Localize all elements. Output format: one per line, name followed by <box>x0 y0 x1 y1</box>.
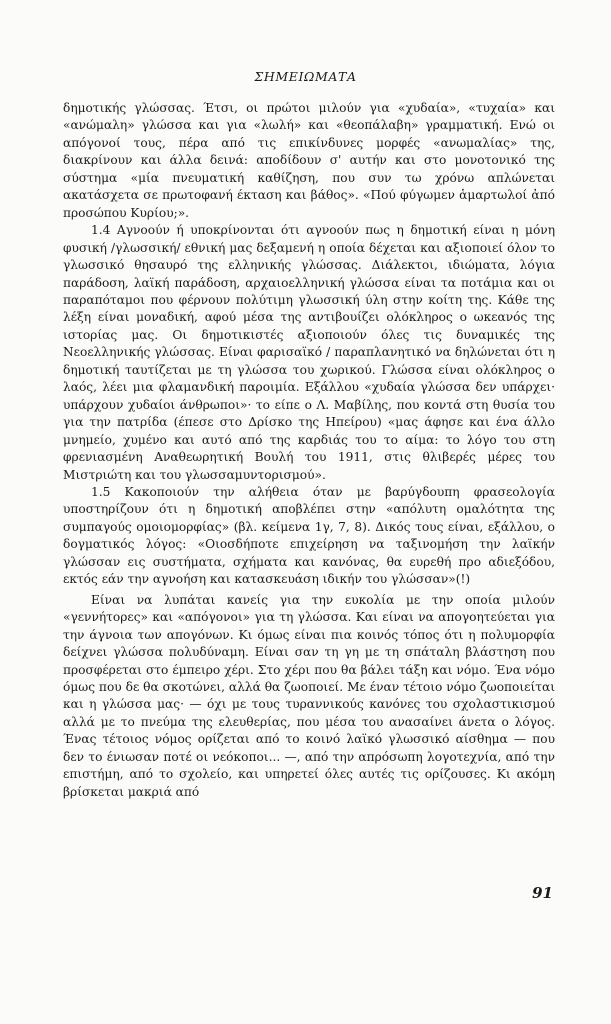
paragraph-continuation: δημοτικής γλώσσας. Έτσι, οι πρώτοι μιλούν για «χυδαία», «τυχαία» και «ανώμαλη» γλώσσα και για «λωλή» και «θεοπάλαβη» γραμματική. Ενώ οι απόγονοί τους, πέρα από τις επικίνδυνες μορφές «ανωμαλίας» της, διακρίνουν και άλλα δεινά: αποδίδουν σ' αυτήν και στο μονοτονικό της σύστημα «μία πνευματική καθίζηση, που συν τω χρόνω απλώνεται ακατάσχετα σε πρωτοφανή έκταση και βάθος». «Πού φύγωμεν ἁμαρτωλοί ἀπό προσώπου Κυρίου;». <box>63 101 555 220</box>
paragraph-closing: Είναι να λυπάται κανείς για την ευκολία με την οποία μιλούν «γεννήτορες» και «απόγονοι» για τη γλώσσα. Και είναι να απογοητεύεται για την άγνοια των απογόνων. Κι όμως είναι πια κοινός τόπος ότι η πολυμορφία δείχνει γλώσσα πολυδύναμη. Είναι σαν τη γη με τη σπάταλη βλάστηση που προσφέρεται στο έμπειρο χέρι. Στο χέρι που θα βάλει τάξη και νόμο. Ένα νόμο όμως που δε θα σκοτώνει, αλλά θα ζωοποιεί. Με έναν τέτοιο νόμο ζωοποιείται και η γλώσσα μας· — όχι με τους τυραννικούς κανόνες του σχολαστικισμού αλλά με το πνεύμα της ελευθερίας, που μέσα του ανασαίνει άνετα ο λόγος. Ένας τέτοιος νόμος ορίζεται από το κοινό λαϊκό γλωσσικό αίσθημα — που δεν το ένιωσαν ποτέ οι νεόκοποι... —, από την απρόσωπη λογοτεχνία, από την επιστήμη, από το σχολείο, και υπηρετεί όλες αυτές τις ορίζουσες. Κι ακόμη βρίσκεται μακριά από <box>63 592 555 799</box>
paragraph-1-4: 1.4 Αγνοούν ή υποκρίνονται ότι αγνοούν πως η δημοτική είναι η μόνη φυσική /γλωσσική/ εθνική μας δεξαμενή η οποία δέχεται και αξιοποιεί όλον το γλωσσικό θησαυρό της ελληνικής γλώσσας. Διάλεκτοι, ιδιώματα, λόγια παράδοση, λαϊκή παράδοση, αρχαιοελληνική γλώσσα είναι τα ποτάμια και οι παραπόταμοι που φέρνουν πολύτιμη γλωσσική ύλη στην κοίτη της. Κάθε της λέξη είναι μοναδική, αφού μέσα της αντιβουίζει ολόκληρος ο ωκεανός της ιστορίας μας. Οι δημοτικιστές αξιοποιούν όλες τις δυναμικές της Νεοελληνικής γλώσσας. Είναι φαρισαϊκό / παραπλανητικό να δηλώνεται ότι η δημοτική ταυτίζεται με τη γλώσσα του χωρικού. Γλώσσα είναι ολόκληρος ο λαός, λέει μια φλαμανδική παροιμία. Εξάλλου «χυδαία γλώσσα δεν υπάρχει· υπάρχουν χυδαίοι άνθρωποι»· το είπε ο Λ. Μαβίλης, που κοντά στη θυσία του για την πατρίδα (έπεσε στο Δρίσκο της Ηπείρου) «μας άφησε και ένα άλλο μνημείο, χυμένο και αυτό από της καρδιάς του το αίμα: το λόγο του στη φρενιασμένη Αναθεωρητική Βουλή του 1911, στις θλιβερές μέρες του Μιστριώτη και του γλωσσαμυντορισμού». <box>63 223 555 482</box>
running-header: ΣΗΜΕΙΩΜΑΤΑ <box>254 69 357 84</box>
paragraph-1-5: 1.5 Κακοποιούν την αλήθεια όταν με βαρύγδουπη φρασεολογία υποστηρίζουν ότι η δημοτική αποβλέπει στην «απόλυτη ομαλότητα της συμπαγούς ομοιομορφίας» (βλ. κείμενα 1γ, 7, 8). Δικός τους είναι, εξάλλου, ο δογματικός λόγος: «Οιοσδήποτε επιχείρηση να ταξινομήση την λαϊκήν γλώσσαν εις συστήματα, σχήματα και κανόνας, θα ευρεθή προ αδιεξόδου, εκτός εάν την αγνοήση και κατασκευάση ιδικήν του γλώσσαν»(!) <box>63 484 555 587</box>
page-number: 91 <box>532 884 553 902</box>
body-text <box>63 100 555 801</box>
